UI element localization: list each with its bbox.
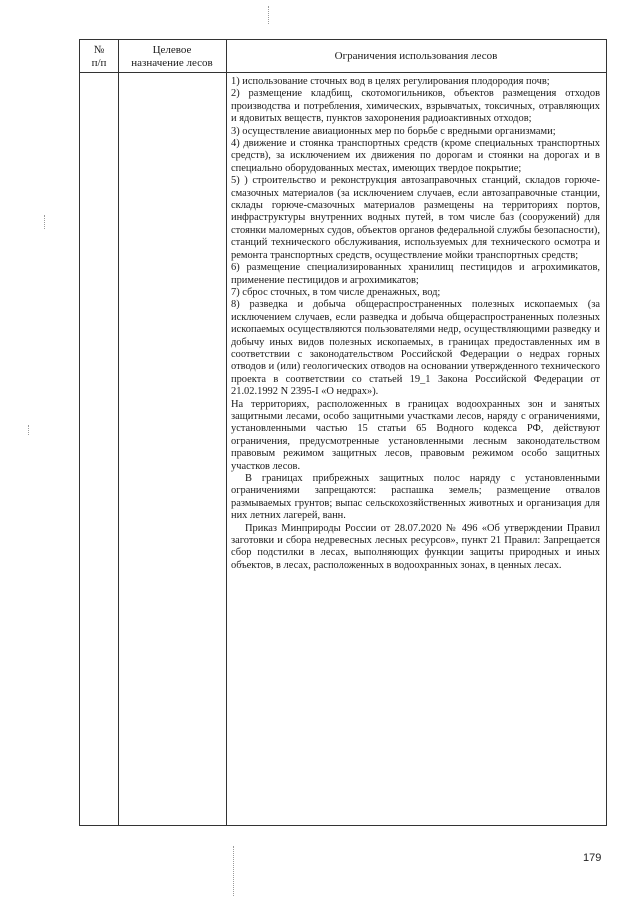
restrictions-table bbox=[79, 39, 607, 826]
restriction-item: 8) разведка и добыча общераспространенных полезных ископаемых (за исключением случаев, если разведка и добыча общераспространенных полезных ископаемых осуществляются пользователями недр, осуществляющими разведку и добычу иных видов полезных ископаемых, в границах предоставленных им в соответствии с законодательством Российской Федерации о недрах горных отводов и (или) геологических отводов на основании утвержденного технического проекта в соответствии со статьей 19_1 Закона Российской Федерации от 21.02.1992 N 2395-I «О недрах»). bbox=[231, 299, 600, 398]
page-number: 179 bbox=[583, 852, 602, 864]
scan-artifact bbox=[28, 425, 29, 435]
header-purpose bbox=[118, 40, 226, 73]
header-restrictions bbox=[226, 40, 606, 73]
scan-artifact bbox=[44, 215, 45, 229]
restriction-item: 4) движение и стоянка транспортных средств (кроме специальных транспортных средств), за исключением их движения по дорогам и стоянки на дорогах и в специально оборудованных местах, имеющих твердое покрытие; bbox=[231, 138, 600, 174]
column-divider bbox=[118, 40, 119, 825]
restriction-paragraph: Приказ Минприроды России от 28.07.2020 № 496 «Об утверждении Правил заготовки и сбора недревесных лесных ресурсов», пункт 21 Правил: Запрещается сбор подстилки в лесах, выполняющих функции защиты природных и иных объектов, в лесах, расположенных в водоохранных зонах, в ценных лесах. bbox=[231, 522, 600, 571]
header-number-label: № п/п bbox=[91, 43, 107, 69]
restriction-item: 2) размещение кладбищ, скотомогильников, объектов размещения отходов производства и потребления, химических, взрывчатых, токсичных, отравляющих и ядовитых веществ, пунктов захоронения радиоактивных отходов; bbox=[231, 88, 600, 125]
restriction-item: 3) осуществление авиационных мер по борьбе с вредными организмами; bbox=[231, 125, 556, 137]
restrictions-cell bbox=[231, 76, 600, 572]
column-divider bbox=[226, 40, 227, 825]
restriction-paragraph: На территориях, расположенных в границах водоохранных зон и занятых защитными лесами, особо защитными участками лесов, наряду с ограничениями, установленными частью 15 статьи 65 Водного кодекса РФ, действуют ограничения, предусмотренные установленными лесным законодательством правовым режимом защитных лесов, правовым режимом особо защитных участков лесов. bbox=[231, 398, 600, 472]
header-restrictions-label: Ограничения использования лесов bbox=[334, 50, 498, 62]
scan-artifact bbox=[233, 846, 234, 896]
header-number bbox=[80, 40, 118, 73]
restriction-paragraph: В границах прибрежных защитных полос наряду с установленными ограничениями запрещаются: распашка земель; размещение отвалов размываемых грунтов; выпас сельскохозяйственных животных и организация для них летних лагерей, ванн. bbox=[231, 473, 600, 522]
scan-artifact bbox=[268, 6, 269, 24]
restriction-item: 7) сброс сточных, в том числе дренажных, вод; bbox=[231, 286, 441, 298]
table-header-row bbox=[80, 40, 606, 73]
restriction-item: 6) размещение специализированных хранилищ пестицидов и агрохимикатов, применение пестицидов и агрохимикатов; bbox=[231, 262, 600, 286]
restriction-item: 5) ) строительство и реконструкция автозаправочных станций, складов горюче-смазочных материалов (за исключением случаев, если автозаправочные станции, склады горюче-смазочных материалов размещены на территориях портов, инфраструктуры внутренних водных путей, в том числе баз (сооружений) для стоянки маломерных судов, объектов органов федеральной службы безопасности), станций технического обслуживания, используемых для технического осмотра и ремонта транспортных средств, осуществление мойки транспортных средств; bbox=[231, 175, 600, 261]
header-purpose-label: Целевое назначение лесов bbox=[131, 43, 213, 69]
restriction-item: 1) использование сточных вод в целях регулирования плодородия почв; bbox=[231, 76, 550, 87]
